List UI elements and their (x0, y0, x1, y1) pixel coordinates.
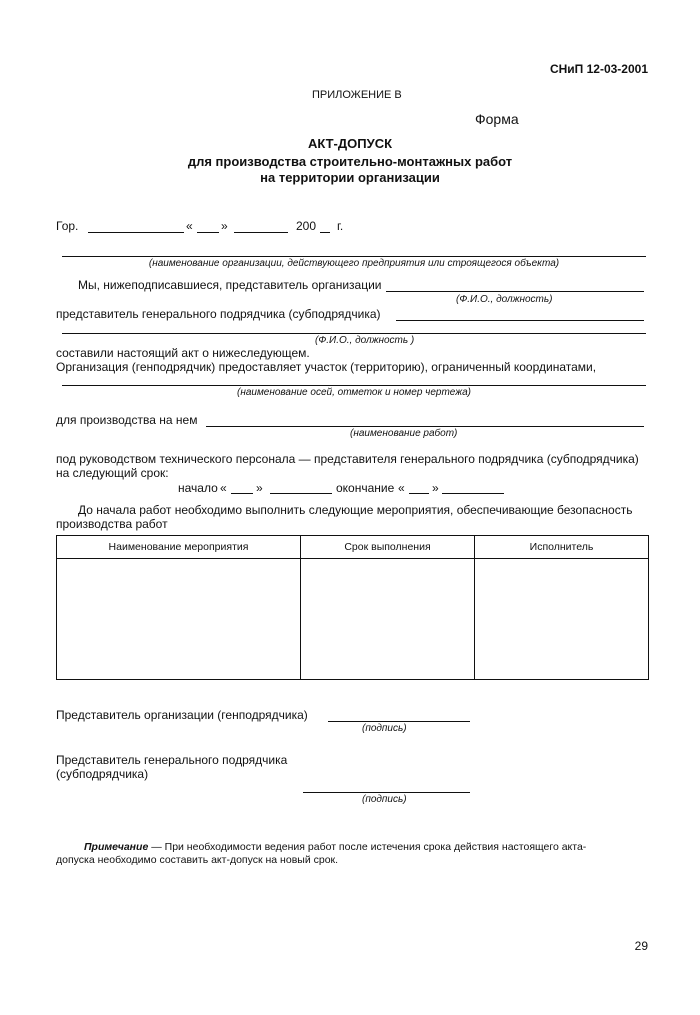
deadline-cell[interactable] (301, 559, 475, 680)
works-caption: (наименование работ) (350, 428, 458, 439)
table-header-executor: Исполнитель (475, 536, 649, 559)
quote-close: » (221, 219, 228, 233)
org-rep-signature-field[interactable] (328, 721, 470, 722)
org-rep-signature-label: Представитель организации (генподрядчика) (56, 708, 308, 722)
table-header-measure: Наименование мероприятия (57, 536, 301, 559)
start-quote-open: « (220, 481, 227, 495)
measures-table (56, 535, 649, 680)
year-field[interactable] (320, 232, 330, 233)
under-guidance-text: под руководством технического персонала — представителя генерального подрядчика (субподрядчика) (56, 452, 639, 466)
end-day-field[interactable] (409, 493, 429, 494)
org-name-caption: (наименование организации, действующего предприятия или строящегося объекта) (148, 258, 560, 269)
end-quote-open: « (398, 481, 405, 495)
day-field[interactable] (197, 232, 219, 233)
org-name-field[interactable] (62, 256, 646, 257)
start-quote-close: » (256, 481, 263, 495)
month-field[interactable] (234, 232, 288, 233)
org-rep-field[interactable] (386, 291, 644, 292)
start-day-field[interactable] (231, 493, 253, 494)
measure-cell[interactable] (57, 559, 301, 680)
gen-rep-signature-label-2: (субподрядчика) (56, 767, 149, 781)
end-quote-close: » (432, 481, 439, 495)
gen-rep-field[interactable] (396, 320, 644, 321)
note-line-1 (84, 841, 586, 853)
form-label: Форма (475, 111, 519, 127)
table-row (57, 559, 649, 680)
for-term-text: на следующий срок: (56, 466, 169, 480)
signature-caption-2: (подпись) (362, 794, 407, 805)
note-line-2: допуска необходимо составить акт-допуск на новый срок. (56, 854, 339, 866)
appendix-label: ПРИЛОЖЕНИЕ В (312, 89, 402, 101)
works-field[interactable] (206, 426, 644, 427)
before-start-text-1: До начала работ необходимо выполнить следующие мероприятия, обеспечивающие безопасность (78, 503, 633, 517)
gen-rep-signature-field[interactable] (303, 792, 470, 793)
gen-rep-field-2[interactable] (62, 333, 646, 334)
start-label: начало (178, 481, 218, 495)
title-line-2: для производства строительно-монтажных работ (187, 154, 513, 169)
year-prefix: 200 (296, 219, 317, 233)
before-start-text-2: производства работ (56, 517, 168, 531)
year-suffix: г. (337, 219, 344, 233)
end-month-field[interactable] (442, 493, 504, 494)
signature-caption-1: (подпись) (362, 723, 407, 734)
coordinates-field[interactable] (62, 385, 646, 386)
quote-open: « (186, 219, 193, 233)
page-number: 29 (634, 939, 648, 953)
fio-caption-1: (Ф.И.О., должность) (456, 294, 553, 305)
gen-rep-signature-label-1: Представитель генерального подрядчика (56, 753, 288, 767)
compiled-text: составили настоящий акт о нижеследующем. (56, 346, 310, 360)
start-month-field[interactable] (270, 493, 332, 494)
executor-cell[interactable] (475, 559, 649, 680)
axes-caption: (наименование осей, отметок и номер чертежа) (236, 387, 472, 398)
title-line-3: на территории организации (260, 170, 440, 185)
gen-rep-text: представитель генерального подрядчика (субподрядчика) (56, 307, 381, 321)
we-signed-text: Мы, нижеподписавшиеся, представитель организации (78, 278, 382, 292)
title-main: АКТ-ДОПУСК (307, 136, 393, 151)
org-provides-text: Организация (генподрядчик) предоставляет участок (территорию), ограниченный координатами, (56, 360, 597, 374)
table-header-deadline: Срок выполнения (301, 536, 475, 559)
document-code: СНиП 12-03-2001 (549, 62, 648, 76)
table-header-row (57, 536, 649, 559)
note-text-1: При необходимости ведения работ после истечения срока действия настоящего акта- (164, 841, 587, 853)
end-label: окончание (336, 481, 395, 495)
note-dash: — (151, 841, 162, 853)
fio-caption-2: (Ф.И.О., должность ) (315, 335, 415, 346)
city-label: Гор. (56, 219, 79, 233)
note-label: Примечание (84, 841, 149, 853)
for-works-text: для производства на нем (56, 413, 198, 427)
city-field[interactable] (88, 232, 184, 233)
